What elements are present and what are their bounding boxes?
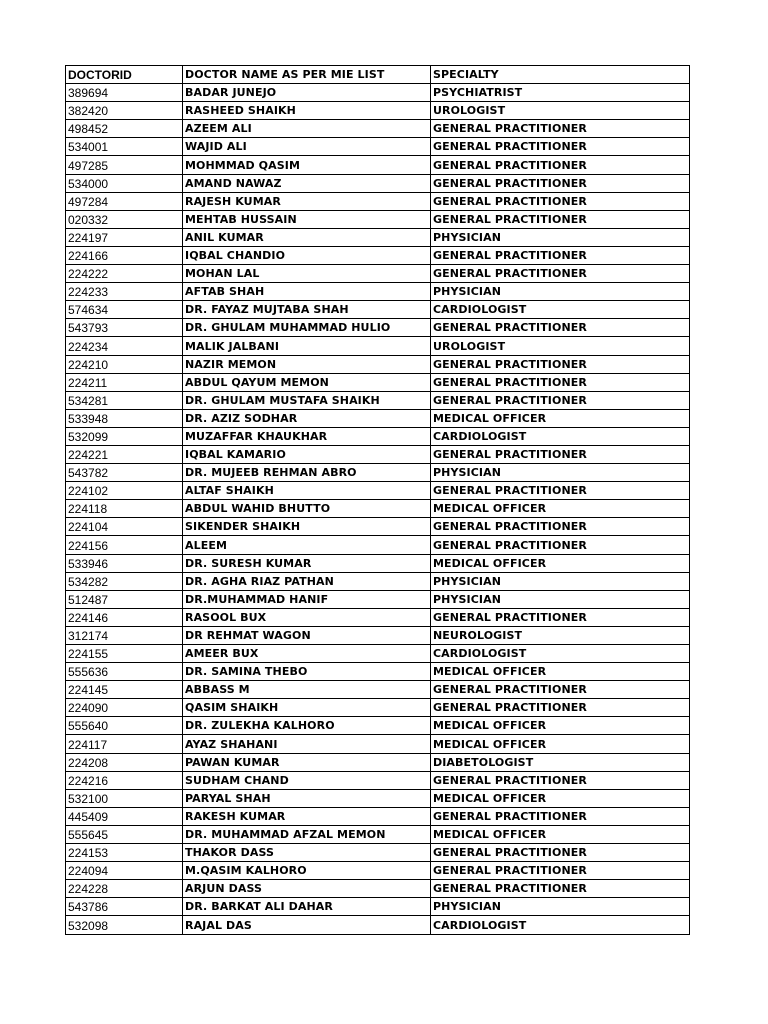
table-row xyxy=(66,753,690,771)
column-header-doctorid: DOCTORID xyxy=(66,66,183,84)
specialty-cell: GENERAL PRACTITIONER xyxy=(431,518,690,536)
table-row xyxy=(66,102,690,120)
table-row xyxy=(66,174,690,192)
doctor-id-cell: 497284 xyxy=(66,192,183,210)
doctor-name-cell: RAKESH KUMAR xyxy=(183,807,431,825)
specialty-cell: GENERAL PRACTITIONER xyxy=(431,120,690,138)
table-row xyxy=(66,192,690,210)
specialty-cell: GENERAL PRACTITIONER xyxy=(431,862,690,880)
specialty-cell: PHYSICIAN xyxy=(431,898,690,916)
doctor-name-cell: DR. GHULAM MUHAMMAD HULIO xyxy=(183,319,431,337)
doctor-name-cell: AZEEM ALI xyxy=(183,120,431,138)
specialty-cell: GENERAL PRACTITIONER xyxy=(431,156,690,174)
specialty-cell: GENERAL PRACTITIONER xyxy=(431,880,690,898)
doctor-name-cell: WAJID ALI xyxy=(183,138,431,156)
doctor-id-cell: 224211 xyxy=(66,373,183,391)
doctor-id-cell: 224102 xyxy=(66,482,183,500)
table-row xyxy=(66,771,690,789)
specialty-cell: GENERAL PRACTITIONER xyxy=(431,699,690,717)
doctor-name-cell: ABDUL WAHID BHUTTO xyxy=(183,500,431,518)
specialty-cell: PSYCHIATRIST xyxy=(431,84,690,102)
doctor-name-cell: BADAR JUNEJO xyxy=(183,84,431,102)
specialty-cell: PHYSICIAN xyxy=(431,283,690,301)
doctor-id-cell: 555636 xyxy=(66,663,183,681)
table-row xyxy=(66,283,690,301)
table-row xyxy=(66,590,690,608)
doctor-id-cell: 224156 xyxy=(66,536,183,554)
doctor-name-cell: RASOOL BUX xyxy=(183,608,431,626)
doctor-name-cell: DR REHMAT WAGON xyxy=(183,626,431,644)
doctor-name-cell: ABBASS M xyxy=(183,681,431,699)
specialty-cell: PHYSICIAN xyxy=(431,572,690,590)
doctor-id-cell: 532098 xyxy=(66,916,183,934)
doctor-id-cell: 020332 xyxy=(66,210,183,228)
doctor-id-cell: 224145 xyxy=(66,681,183,699)
doctor-id-cell: 533948 xyxy=(66,409,183,427)
doctor-name-cell: ARJUN DASS xyxy=(183,880,431,898)
table-row xyxy=(66,337,690,355)
specialty-cell: GENERAL PRACTITIONER xyxy=(431,681,690,699)
table-row xyxy=(66,482,690,500)
table-row xyxy=(66,156,690,174)
doctor-name-cell: AFTAB SHAH xyxy=(183,283,431,301)
doctor-name-cell: ALEEM xyxy=(183,536,431,554)
table-row xyxy=(66,880,690,898)
specialty-cell: GENERAL PRACTITIONER xyxy=(431,807,690,825)
table-row xyxy=(66,898,690,916)
doctor-name-cell: ALTAF SHAIKH xyxy=(183,482,431,500)
doctor-id-cell: 497285 xyxy=(66,156,183,174)
table-row xyxy=(66,681,690,699)
table-row xyxy=(66,84,690,102)
doctor-id-cell: 534281 xyxy=(66,391,183,409)
doctor-id-cell: 224104 xyxy=(66,518,183,536)
table-row xyxy=(66,355,690,373)
doctor-name-cell: THAKOR DASS xyxy=(183,844,431,862)
specialty-cell: MEDICAL OFFICER xyxy=(431,554,690,572)
table-row xyxy=(66,246,690,264)
doctor-name-cell: NAZIR MEMON xyxy=(183,355,431,373)
doctor-name-cell: MOHMMAD QASIM xyxy=(183,156,431,174)
table-row xyxy=(66,265,690,283)
table-row xyxy=(66,518,690,536)
doctor-id-cell: 534000 xyxy=(66,174,183,192)
specialty-cell: GENERAL PRACTITIONER xyxy=(431,482,690,500)
specialty-cell: MEDICAL OFFICER xyxy=(431,717,690,735)
doctor-id-cell: 224166 xyxy=(66,246,183,264)
specialty-cell: PHYSICIAN xyxy=(431,590,690,608)
doctor-id-cell: 224221 xyxy=(66,445,183,463)
table-row xyxy=(66,608,690,626)
table-body xyxy=(66,84,690,934)
table-row xyxy=(66,645,690,663)
doctor-id-cell: 224234 xyxy=(66,337,183,355)
doctor-id-cell: 224222 xyxy=(66,265,183,283)
table-row xyxy=(66,699,690,717)
table-row xyxy=(66,445,690,463)
doctor-name-cell: IQBAL CHANDIO xyxy=(183,246,431,264)
doctor-name-cell: RAJAL DAS xyxy=(183,916,431,934)
specialty-cell: GENERAL PRACTITIONER xyxy=(431,319,690,337)
table-row xyxy=(66,735,690,753)
table-row xyxy=(66,862,690,880)
table-row xyxy=(66,391,690,409)
table-row xyxy=(66,228,690,246)
column-header-specialty: SPECIALTY xyxy=(431,66,690,84)
doctor-name-cell: IQBAL KAMARIO xyxy=(183,445,431,463)
doctor-name-cell: AMAND NAWAZ xyxy=(183,174,431,192)
doctor-id-cell: 224117 xyxy=(66,735,183,753)
doctor-name-cell: MEHTAB HUSSAIN xyxy=(183,210,431,228)
doctor-name-cell: DR. AZIZ SODHAR xyxy=(183,409,431,427)
doctor-name-cell: ABDUL QAYUM MEMON xyxy=(183,373,431,391)
specialty-cell: MEDICAL OFFICER xyxy=(431,500,690,518)
specialty-cell: UROLOGIST xyxy=(431,102,690,120)
doctor-name-cell: SIKENDER SHAIKH xyxy=(183,518,431,536)
doctor-id-cell: 543793 xyxy=(66,319,183,337)
doctor-id-cell: 534001 xyxy=(66,138,183,156)
doctor-name-cell: DR. SURESH KUMAR xyxy=(183,554,431,572)
doctor-id-cell: 224155 xyxy=(66,645,183,663)
specialty-cell: GENERAL PRACTITIONER xyxy=(431,355,690,373)
doctor-id-cell: 532099 xyxy=(66,427,183,445)
table-row xyxy=(66,807,690,825)
doctor-name-cell: M.QASIM KALHORO xyxy=(183,862,431,880)
doctor-id-cell: 224090 xyxy=(66,699,183,717)
specialty-cell: GENERAL PRACTITIONER xyxy=(431,608,690,626)
doctor-id-cell: 382420 xyxy=(66,102,183,120)
doctor-id-cell: 224153 xyxy=(66,844,183,862)
specialty-cell: GENERAL PRACTITIONER xyxy=(431,174,690,192)
table-row xyxy=(66,626,690,644)
doctor-name-cell: DR. SAMINA THEBO xyxy=(183,663,431,681)
specialty-cell: PHYSICIAN xyxy=(431,464,690,482)
doctor-id-cell: 498452 xyxy=(66,120,183,138)
doctor-name-cell: ANIL KUMAR xyxy=(183,228,431,246)
table-row xyxy=(66,663,690,681)
doctor-name-cell: DR. ZULEKHA KALHORO xyxy=(183,717,431,735)
table-row xyxy=(66,120,690,138)
specialty-cell: MEDICAL OFFICER xyxy=(431,735,690,753)
table-row xyxy=(66,554,690,572)
doctor-name-cell: PAWAN KUMAR xyxy=(183,753,431,771)
specialty-cell: MEDICAL OFFICER xyxy=(431,663,690,681)
specialty-cell: MEDICAL OFFICER xyxy=(431,825,690,843)
specialty-cell: MEDICAL OFFICER xyxy=(431,789,690,807)
table-row xyxy=(66,373,690,391)
doctor-name-cell: AYAZ SHAHANI xyxy=(183,735,431,753)
table-row xyxy=(66,717,690,735)
doctor-name-cell: DR. GHULAM MUSTAFA SHAIKH xyxy=(183,391,431,409)
doctor-id-cell: 543786 xyxy=(66,898,183,916)
doctor-id-cell: 532100 xyxy=(66,789,183,807)
doctor-id-cell: 224216 xyxy=(66,771,183,789)
doctor-id-cell: 224228 xyxy=(66,880,183,898)
doctor-name-cell: DR.MUHAMMAD HANIF xyxy=(183,590,431,608)
specialty-cell: CARDIOLOGIST xyxy=(431,301,690,319)
doctor-id-cell: 389694 xyxy=(66,84,183,102)
specialty-cell: GENERAL PRACTITIONER xyxy=(431,536,690,554)
specialty-cell: UROLOGIST xyxy=(431,337,690,355)
doctor-name-cell: RASHEED SHAIKH xyxy=(183,102,431,120)
doctor-id-cell: 224210 xyxy=(66,355,183,373)
doctor-id-cell: 224146 xyxy=(66,608,183,626)
table-row xyxy=(66,319,690,337)
column-header-doctor-name: DOCTOR NAME AS PER MIE LIST xyxy=(183,66,431,84)
doctor-id-cell: 445409 xyxy=(66,807,183,825)
specialty-cell: GENERAL PRACTITIONER xyxy=(431,210,690,228)
specialty-cell: GENERAL PRACTITIONER xyxy=(431,138,690,156)
doctor-name-cell: DR. BARKAT ALI DAHAR xyxy=(183,898,431,916)
table-row xyxy=(66,500,690,518)
doctor-name-cell: MUZAFFAR KHAUKHAR xyxy=(183,427,431,445)
doctor-id-cell: 533946 xyxy=(66,554,183,572)
doctor-id-cell: 574634 xyxy=(66,301,183,319)
doctor-name-cell: DR. MUJEEB REHMAN ABRO xyxy=(183,464,431,482)
specialty-cell: GENERAL PRACTITIONER xyxy=(431,391,690,409)
doctor-name-cell: RAJESH KUMAR xyxy=(183,192,431,210)
table-row xyxy=(66,409,690,427)
doctor-id-cell: 224233 xyxy=(66,283,183,301)
table-row xyxy=(66,536,690,554)
doctor-name-cell: PARYAL SHAH xyxy=(183,789,431,807)
doctor-id-cell: 555640 xyxy=(66,717,183,735)
specialty-cell: CARDIOLOGIST xyxy=(431,427,690,445)
specialty-cell: GENERAL PRACTITIONER xyxy=(431,373,690,391)
doctor-name-cell: DR. FAYAZ MUJTABA SHAH xyxy=(183,301,431,319)
doctor-id-cell: 224118 xyxy=(66,500,183,518)
doctor-id-cell: 555645 xyxy=(66,825,183,843)
doctor-id-cell: 543782 xyxy=(66,464,183,482)
specialty-cell: GENERAL PRACTITIONER xyxy=(431,844,690,862)
table-row xyxy=(66,789,690,807)
specialty-cell: NEUROLOGIST xyxy=(431,626,690,644)
doctor-name-cell: MALIK JALBANI xyxy=(183,337,431,355)
specialty-cell: CARDIOLOGIST xyxy=(431,645,690,663)
table-row xyxy=(66,210,690,228)
specialty-cell: GENERAL PRACTITIONER xyxy=(431,192,690,210)
doctor-name-cell: DR. MUHAMMAD AFZAL MEMON xyxy=(183,825,431,843)
doctor-id-cell: 534282 xyxy=(66,572,183,590)
doctor-id-cell: 224094 xyxy=(66,862,183,880)
table-row xyxy=(66,844,690,862)
table-row xyxy=(66,464,690,482)
doctor-id-cell: 312174 xyxy=(66,626,183,644)
table-row xyxy=(66,138,690,156)
specialty-cell: DIABETOLOGIST xyxy=(431,753,690,771)
doctor-id-cell: 512487 xyxy=(66,590,183,608)
specialty-cell: MEDICAL OFFICER xyxy=(431,409,690,427)
doctor-table xyxy=(65,65,690,935)
doctor-id-cell: 224208 xyxy=(66,753,183,771)
doctor-id-cell: 224197 xyxy=(66,228,183,246)
doctor-name-cell: SUDHAM CHAND xyxy=(183,771,431,789)
specialty-cell: GENERAL PRACTITIONER xyxy=(431,445,690,463)
specialty-cell: GENERAL PRACTITIONER xyxy=(431,246,690,264)
specialty-cell: CARDIOLOGIST xyxy=(431,916,690,934)
table-row xyxy=(66,572,690,590)
doctor-name-cell: AMEER BUX xyxy=(183,645,431,663)
specialty-cell: PHYSICIAN xyxy=(431,228,690,246)
doctor-name-cell: MOHAN LAL xyxy=(183,265,431,283)
table-row xyxy=(66,427,690,445)
table-row xyxy=(66,916,690,934)
doctor-name-cell: DR. AGHA RIAZ PATHAN xyxy=(183,572,431,590)
table-row xyxy=(66,301,690,319)
table-row xyxy=(66,825,690,843)
table-header-row xyxy=(66,66,690,84)
doctor-name-cell: QASIM SHAIKH xyxy=(183,699,431,717)
specialty-cell: GENERAL PRACTITIONER xyxy=(431,771,690,789)
specialty-cell: GENERAL PRACTITIONER xyxy=(431,265,690,283)
